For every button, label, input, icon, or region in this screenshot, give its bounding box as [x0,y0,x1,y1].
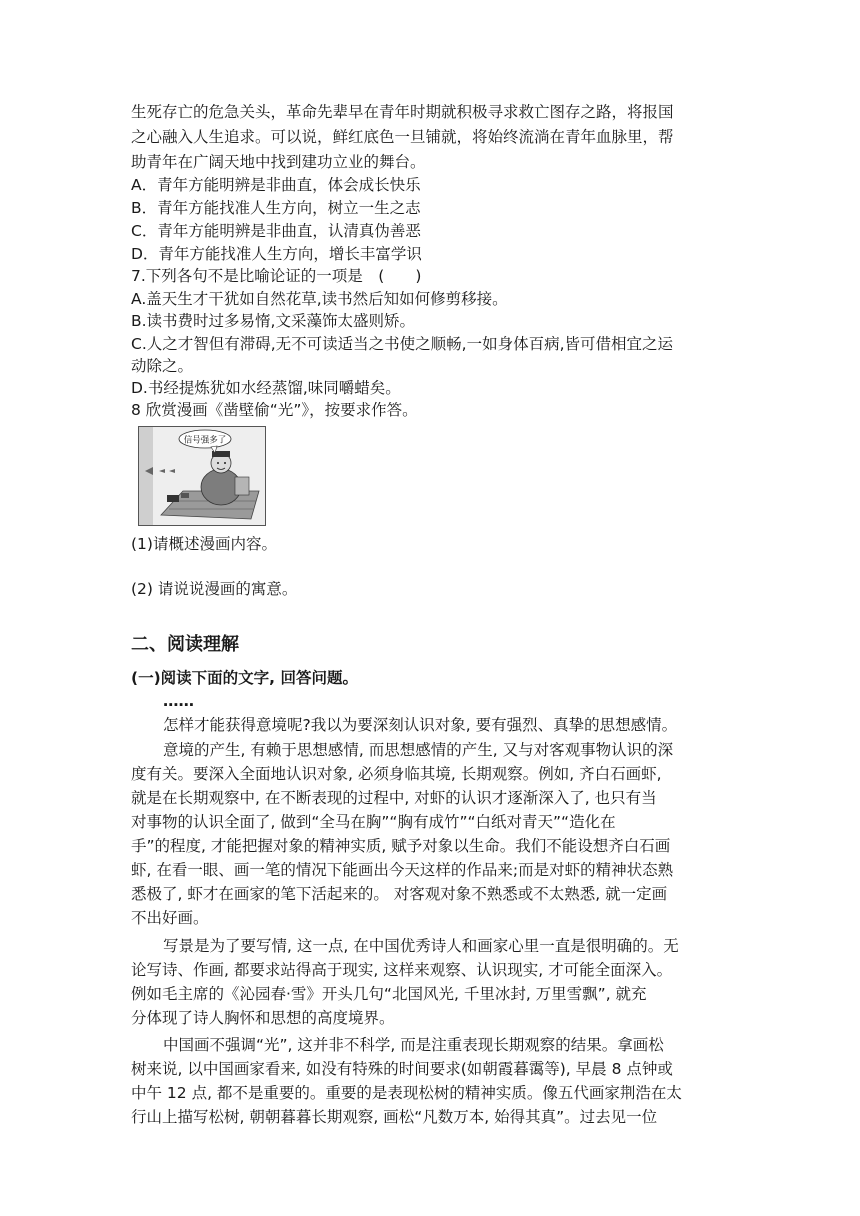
q8-sub-question-2: (2) 请说说漫画的寓意。 [131,580,298,598]
reading-line: 对事物的认识全面了, 做到“全马在胸”“胸有成竹”“白纸对青天”“造化在 [131,813,616,831]
q7-option-d: D.书经提炼犹如水经蒸馏,味同嚼蜡矣。 [131,379,401,397]
section-heading: 二、阅读理解 [131,634,239,655]
reading-line: 度有关。要深入全面地认识对象, 必须身临其境, 长期观察。例如, 齐白石画虾, [131,765,662,783]
q7-option-c-cont: 动除之。 [131,357,194,375]
q7-option-b: B.读书费时过多易惰,文采藻饰太盛则矫。 [131,312,415,330]
q6-option-c: C．青年方能明辨是非曲直，认清真伪善恶 [131,222,421,240]
passage-line: 生死存亡的危急关头，革命先辈早在青年时期就积极寻求救亡图存之路，将报国 [131,103,674,121]
ellipsis: …… [163,692,194,710]
reading-line: 写景是为了要写情, 这一点, 在中国优秀诗人和画家心里一直是很明确的。无 [163,937,679,955]
comic-illustration [139,427,265,525]
q7-stem: 7.下列各句不是比喻论证的一项是 ( ) [131,267,422,285]
passage-line: 助青年在广阔天地中找到建功立业的舞台。 [131,153,426,171]
reading-line: 手”的程度, 才能把握对象的精神实质, 赋予对象以生命。我们不能设想齐白石画 [131,837,671,855]
passage-line: 之心融入人生追求。可以说，鲜红底色一旦铺就，将始终流淌在青年血脉里，帮 [131,128,674,146]
reading-line: 怎样才能获得意境呢?我以为要深刻认识对象, 要有强烈、真挚的思想感情。 [163,716,678,734]
reading-line: 意境的产生, 有赖于思想感情, 而思想感情的产生, 又与对客观事物认识的深 [163,741,674,759]
reading-line: 就是在长期观察中, 在不断表现的过程中, 对虾的认识才逐渐深入了, 也只有当 [131,789,657,807]
reading-part-heading: (一)阅读下面的文字, 回答问题。 [131,669,358,687]
q6-option-b: B．青年方能找准人生方向，树立一生之志 [131,199,421,217]
reading-line: 中午 12 点, 都不是重要的。重要的是表现松树的精神实质。像五代画家荆浩在太 [131,1084,682,1102]
reading-line: 不出好画。 [131,909,209,927]
q7-option-a: A.盖天生才干犹如自然花草,读书然后知如何修剪移接。 [131,290,508,308]
q8-sub-question-1: (1)请概述漫画内容。 [131,535,277,553]
q6-option-d: D．青年方能找准人生方向，增长丰富学识 [131,245,422,263]
q7-option-c: C.人之才智但有滞碍,无不可读适当之书使之顺畅,一如身体百病,皆可借相宜之运 [131,335,674,353]
reading-line: 悉极了, 虾才在画家的笔下活起来的。 对客观对象不熟悉或不太熟悉, 就一定画 [131,885,668,903]
q8-stem: 8 欣赏漫画《凿壁偷“光”》，按要求作答。 [131,401,418,419]
reading-line: 例如毛主席的《沁园春·雪》开头几句“北国风光, 千里冰封, 万里雪飘”, 就充 [131,985,647,1003]
reading-line: 论写诗、作画, 都要求站得高于现实, 这样来观察、认识现实, 才可能全面深入。 [131,961,673,979]
q6-option-a: A．青年方能明辨是非曲直，体会成长快乐 [131,176,421,194]
reading-line: 中国画不强调“光”, 这并非不科学, 而是注重表现长期观察的结果。拿画松 [163,1036,664,1054]
comic-speech-text: 信号强多了 [183,435,227,446]
reading-line: 树来说, 以中国画家看来, 如没有特殊的时间要求(如朝霞暮霭等), 早晨 8 点钟或 [131,1060,673,1078]
comic-image [138,426,266,526]
reading-line: 虾, 在看一眼、画一笔的情况下能画出今天这样的作品来;而是对虾的精神状态熟 [131,861,674,879]
reading-line: 分体现了诗人胸怀和思想的高度境界。 [131,1009,395,1027]
reading-line: 行山上描写松树, 朝朝暮暮长期观察, 画松“凡数万本, 始得其真”。过去见一位 [131,1108,658,1126]
